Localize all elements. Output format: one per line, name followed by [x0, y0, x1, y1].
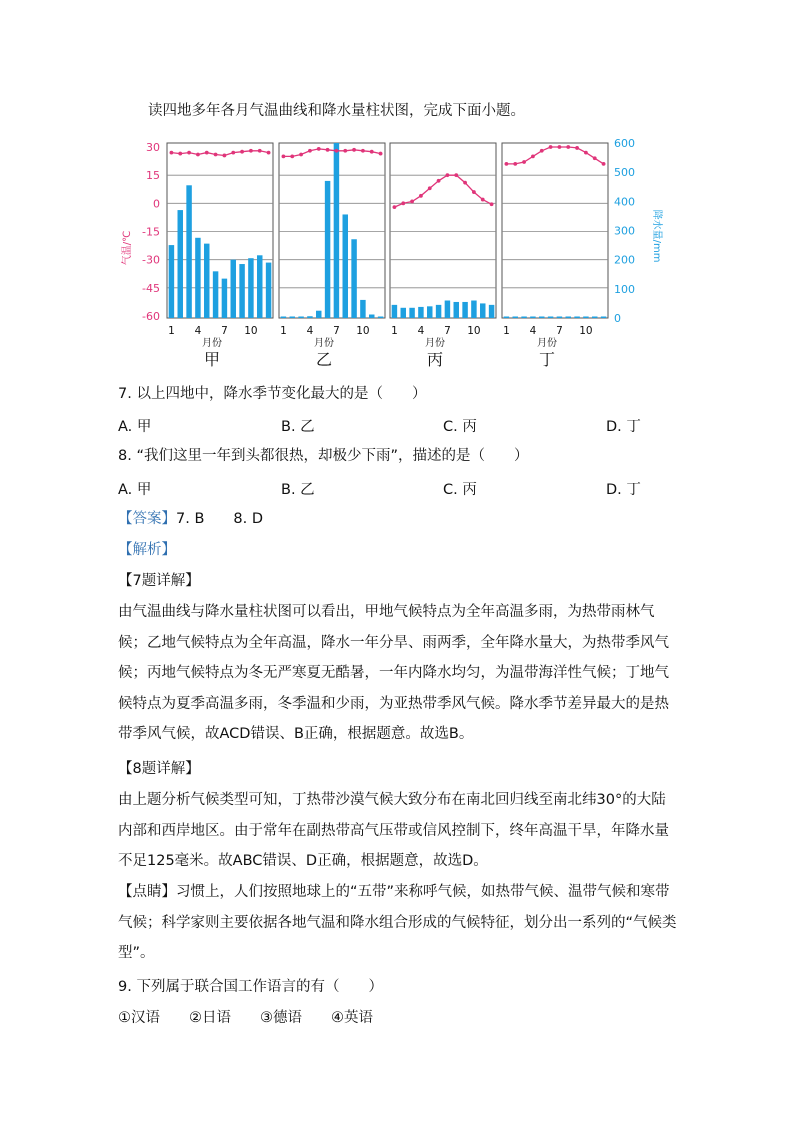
- x-tick-label: 4: [529, 325, 537, 337]
- panel-frame: [502, 143, 608, 318]
- precip-bar: [504, 317, 509, 319]
- temperature-point: [558, 145, 562, 149]
- precip-bar: [204, 244, 209, 318]
- climate-chart-svg: [0, 0, 794, 380]
- precip-bar: [489, 305, 494, 318]
- left-tick-label: -30: [142, 253, 160, 267]
- precip-bar: [530, 317, 535, 319]
- precip-bar: [169, 245, 174, 318]
- precip-bar: [290, 317, 295, 319]
- precip-bar: [248, 258, 253, 318]
- precip-bar: [195, 238, 200, 318]
- answer-line: [118, 509, 263, 529]
- precip-bar: [539, 317, 544, 319]
- temperature-point: [178, 152, 182, 156]
- answer-tag: 【答案】: [118, 511, 176, 527]
- panel-name: 乙: [315, 350, 333, 369]
- temperature-point: [540, 149, 544, 153]
- q7-option-b[interactable]: B. 乙: [281, 419, 315, 435]
- temperature-point: [428, 186, 432, 190]
- precip-bar: [574, 317, 579, 319]
- temperature-point: [290, 154, 294, 158]
- left-tick-label: -60: [142, 310, 160, 323]
- q8-option-b[interactable]: B. 乙: [281, 482, 315, 498]
- temperature-point: [361, 149, 365, 153]
- right-tick-label: 600: [614, 137, 635, 150]
- temperature-line: [283, 149, 380, 157]
- temperature-point: [410, 200, 414, 204]
- temperature-point: [231, 151, 235, 155]
- precip-bar: [316, 311, 321, 318]
- x-tick-label: 1: [280, 325, 287, 337]
- precip-bar: [307, 316, 312, 318]
- question-7: 7. 以上四地中，降水季节变化最大的是（ ）: [118, 386, 427, 402]
- precip-bar: [445, 301, 450, 319]
- temperature-point: [437, 179, 441, 183]
- temperature-point: [267, 151, 271, 155]
- right-tick-label: 400: [614, 195, 635, 209]
- panel-name: 丁: [538, 350, 556, 369]
- x-tick-label: 4: [194, 325, 202, 337]
- q9-options: ①汉语 ②日语 ③德语 ④英语: [118, 1010, 373, 1026]
- right-tick-label: 500: [614, 166, 635, 180]
- intro-text: 读四地多年各月气温曲线和降水量柱状图，完成下面小题。: [148, 103, 525, 119]
- precip-bar: [334, 143, 339, 318]
- q7-detail-tag: 【7题详解】: [118, 573, 200, 589]
- tip-tag: 【点睛】: [118, 884, 176, 900]
- precip-bar: [462, 302, 467, 318]
- x-axis-label: 月份: [314, 338, 334, 349]
- temperature-point: [584, 151, 588, 155]
- temperature-line: [394, 175, 491, 207]
- precip-bar: [436, 305, 441, 318]
- temperature-point: [531, 154, 535, 158]
- x-tick-label: 10: [356, 325, 370, 337]
- left-tick-label: 0: [153, 197, 160, 211]
- precip-bar: [521, 317, 526, 319]
- q8-option-d[interactable]: D. 丁: [606, 482, 641, 498]
- x-tick-label: 10: [244, 325, 258, 337]
- answer-text: 7. B 8. D: [176, 511, 263, 527]
- q7-option-c[interactable]: C. 丙: [443, 419, 477, 435]
- temperature-point: [170, 151, 174, 155]
- temperature-point: [379, 152, 383, 156]
- left-tick-label: 30: [146, 141, 160, 154]
- temperature-point: [223, 154, 227, 158]
- temperature-point: [352, 148, 356, 152]
- right-axis-label: 降水量/mm: [651, 209, 662, 263]
- precip-bar: [401, 308, 406, 318]
- temperature-point: [240, 150, 244, 154]
- q8-detail: 由上题分析气候类型可知，丁热带沙漠气候大致分布在南北回归线至南北纬30°的大陆内部和西岸地区。由于常年在副热带高气压带或信风控制下，终年高温干旱，年降水量不足125毫米。故ABC错误、D正确，根据题意，故选D。: [118, 792, 669, 869]
- x-tick-label: 7: [556, 325, 563, 337]
- precip-bar: [548, 317, 553, 319]
- temperature-point: [602, 162, 606, 166]
- temperature-point: [549, 145, 553, 149]
- precip-bar: [378, 317, 383, 319]
- precip-bar: [471, 301, 476, 319]
- temperature-point: [343, 149, 347, 153]
- temperature-point: [326, 148, 330, 152]
- temperature-point: [393, 205, 397, 209]
- right-tick-label: 100: [614, 282, 635, 296]
- panel-frame: [279, 143, 385, 318]
- tip-block: [118, 877, 680, 969]
- panel-name: 丙: [426, 350, 444, 369]
- precip-bar: [583, 317, 588, 319]
- temperature-point: [401, 201, 405, 205]
- q7-option-d[interactable]: D. 丁: [606, 419, 641, 435]
- precip-bar: [351, 239, 356, 318]
- precip-bar: [592, 317, 597, 319]
- precip-bar: [369, 315, 374, 319]
- x-tick-label: 4: [306, 325, 314, 337]
- precip-bar: [513, 317, 518, 319]
- temperature-point: [446, 173, 450, 177]
- temperature-point: [463, 181, 467, 185]
- x-tick-label: 4: [417, 325, 425, 337]
- question-8: 8. “我们这里一年到头都很热，却极少下雨”，描述的是（ ）: [118, 448, 529, 464]
- temperature-line: [171, 151, 268, 156]
- q8-detail-tag: 【8题详解】: [118, 761, 200, 777]
- climate-chart: [0, 0, 794, 380]
- right-tick-label: 200: [614, 253, 635, 267]
- temperature-point: [317, 147, 321, 151]
- temperature-point: [566, 145, 570, 149]
- x-tick-label: 1: [503, 325, 510, 337]
- temperature-point: [370, 150, 374, 154]
- temperature-point: [505, 162, 509, 166]
- analysis-tag: 【解析】: [118, 542, 176, 558]
- precip-bar: [557, 317, 562, 319]
- temperature-point: [593, 156, 597, 160]
- x-tick-label: 10: [467, 325, 481, 337]
- x-axis-label: 月份: [425, 338, 445, 349]
- precip-bar: [239, 264, 244, 318]
- q8-option-c[interactable]: C. 丙: [443, 482, 477, 498]
- temperature-point: [205, 151, 209, 155]
- precip-bar: [298, 317, 303, 319]
- temperature-point: [454, 173, 458, 177]
- q7-detail: 由气温曲线与降水量柱状图可以看出，甲地气候特点为全年高温多雨，为热带雨林气候；乙地气候特点为全年高温，降水一年分旱、雨两季，全年降水量大，为热带季风气候；丙地气候特点为冬无严寒夏无酷暑，一年内降水均匀，为温带海洋性气候；丁地气候特点为夏季高温多雨，冬季温和少雨，为亚热带季风气候。降水季节差异最大的是热带季风气候，故ACD错误、B正确，根据题意。故选B。: [118, 604, 669, 742]
- precip-bar: [281, 317, 286, 319]
- precip-bar: [213, 271, 218, 318]
- x-axis-label: 月份: [537, 338, 557, 349]
- temperature-point: [522, 160, 526, 164]
- x-tick-label: 1: [168, 325, 175, 337]
- temperature-point: [490, 202, 494, 206]
- x-tick-label: 10: [579, 325, 593, 337]
- precip-bar: [178, 210, 183, 318]
- precip-bar: [392, 305, 397, 318]
- left-tick-label: -45: [142, 281, 160, 295]
- precip-bar: [222, 279, 227, 318]
- right-tick-label: 300: [614, 224, 635, 238]
- precip-bar: [266, 263, 271, 318]
- panel-name: 甲: [203, 350, 221, 369]
- temperature-point: [249, 149, 253, 153]
- temperature-point: [513, 162, 517, 166]
- precip-bar: [454, 302, 459, 318]
- temperature-point: [258, 149, 262, 153]
- tip-text: 习惯上，人们按照地球上的“五带”来称呼气候，如热带气候、温带气候和寒带气候；科学家则主要依据各地气温和降水组合形成的气候特征，划分出一系列的“气候类型”。: [118, 884, 677, 961]
- temperature-point: [282, 154, 286, 158]
- temperature-point: [196, 153, 200, 157]
- precip-bar: [409, 308, 414, 318]
- precip-bar: [343, 214, 348, 318]
- x-tick-label: 7: [444, 325, 451, 337]
- x-tick-label: 1: [391, 325, 398, 337]
- precip-bar: [186, 185, 191, 318]
- x-tick-label: 7: [333, 325, 340, 337]
- temperature-point: [575, 146, 579, 150]
- x-tick-label: 7: [221, 325, 228, 337]
- temperature-point: [214, 153, 218, 157]
- question-9: 9. 下列属于联合国工作语言的有（ ）: [118, 979, 383, 995]
- temperature-point: [472, 190, 476, 194]
- panel-frame: [390, 143, 496, 318]
- precip-bar: [231, 260, 236, 318]
- temperature-point: [299, 153, 303, 157]
- precip-bar: [360, 300, 365, 318]
- precip-bar: [566, 317, 571, 319]
- temperature-line: [506, 147, 603, 164]
- temperature-point: [419, 194, 423, 198]
- precip-bar: [325, 181, 330, 318]
- precip-bar: [257, 255, 262, 318]
- left-tick-label: -15: [142, 225, 160, 239]
- temperature-point: [481, 198, 485, 202]
- precip-bar: [418, 307, 423, 318]
- precip-bar: [427, 306, 432, 318]
- left-tick-label: 15: [146, 169, 160, 183]
- temperature-point: [187, 151, 191, 155]
- precip-bar: [601, 317, 606, 319]
- q8-option-a[interactable]: A. 甲: [118, 482, 152, 498]
- precip-bar: [480, 303, 485, 318]
- q7-option-a[interactable]: A. 甲: [118, 419, 152, 435]
- left-axis-label: 气温/℃: [122, 230, 133, 266]
- temperature-point: [335, 149, 339, 153]
- temperature-point: [308, 149, 312, 153]
- right-tick-label: 0: [614, 312, 621, 325]
- x-axis-label: 月份: [202, 338, 222, 349]
